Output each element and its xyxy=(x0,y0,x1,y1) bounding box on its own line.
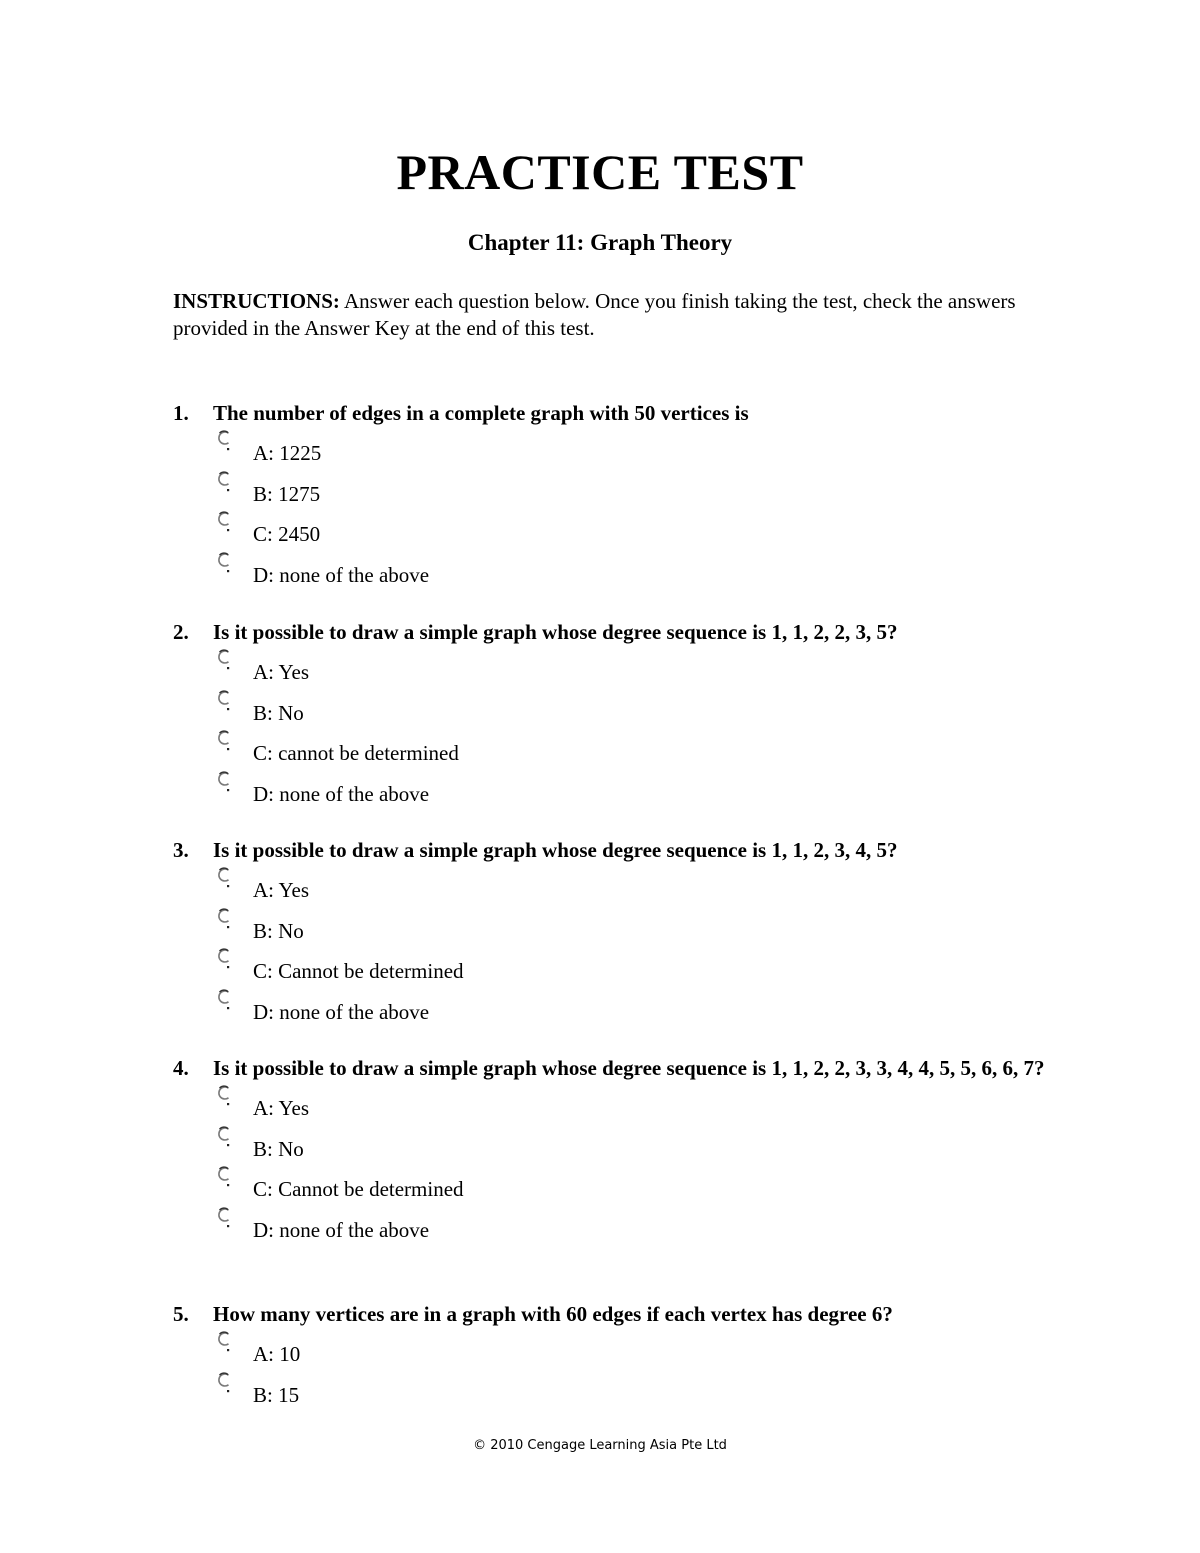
option-label: A: Yes xyxy=(253,1096,310,1120)
option-label: D: none of the above xyxy=(253,999,430,1024)
option-label: A: Yes xyxy=(253,660,310,684)
question-3 xyxy=(173,837,1053,1026)
instructions-lead: INSTRUCTIONS: xyxy=(173,289,340,313)
option-label: B: No xyxy=(253,700,304,725)
question-number: 1. xyxy=(173,401,189,425)
option-b[interactable] xyxy=(173,905,1053,946)
option-a[interactable] xyxy=(173,1082,1053,1123)
radio-button-icon[interactable] xyxy=(216,648,234,670)
option-d[interactable] xyxy=(173,986,1053,1027)
radio-button-icon[interactable] xyxy=(216,551,234,573)
radio-button-icon[interactable] xyxy=(216,429,234,451)
option-label: B: 1275 xyxy=(253,481,321,506)
radio-button-icon[interactable] xyxy=(216,947,234,969)
option-b[interactable] xyxy=(173,1369,1053,1410)
chapter-subtitle: Chapter 11: Graph Theory xyxy=(467,230,733,255)
option-label: C: 2450 xyxy=(253,522,321,546)
copyright-footer: © 2010 Cengage Learning Asia Pte Ltd xyxy=(473,1438,727,1453)
radio-button-icon[interactable] xyxy=(216,866,234,888)
radio-button-icon[interactable] xyxy=(216,1084,234,1106)
option-label: D: none of the above xyxy=(253,1217,430,1242)
radio-button-icon[interactable] xyxy=(216,1165,234,1187)
option-a[interactable] xyxy=(173,427,1053,468)
option-label: D: none of the above xyxy=(253,562,430,587)
option-d[interactable] xyxy=(173,549,1053,590)
option-a[interactable] xyxy=(173,646,1053,687)
question-text: Is it possible to draw a simple graph whose degree sequence is 1, 1, 2, 3, 4, 5? xyxy=(213,838,898,862)
option-b[interactable] xyxy=(173,687,1053,728)
instructions-text: Answer each question below. Once you finish taking the test, check the answers provided in the Answer Key at the end of this test. xyxy=(173,289,1016,340)
option-label: B: No xyxy=(253,918,304,943)
radio-button-icon[interactable] xyxy=(216,1125,234,1147)
radio-button-icon[interactable] xyxy=(216,770,234,792)
option-label: A: Yes xyxy=(253,878,310,902)
question-text: How many vertices are in a graph with 60 edges if each vertex has degree 6? xyxy=(213,1302,893,1326)
option-label: C: cannot be determined xyxy=(253,741,459,765)
option-label: D: none of the above xyxy=(253,781,430,806)
option-c[interactable] xyxy=(173,1163,1053,1204)
option-b[interactable] xyxy=(173,1123,1053,1164)
question-number: 2. xyxy=(173,620,189,644)
option-label: C: Cannot be determined xyxy=(253,959,464,983)
option-c[interactable] xyxy=(173,508,1053,549)
question-1 xyxy=(173,400,1053,589)
question-5 xyxy=(173,1301,1053,1409)
radio-button-icon[interactable] xyxy=(216,907,234,929)
question-number: 4. xyxy=(173,1056,189,1080)
radio-button-icon[interactable] xyxy=(216,988,234,1010)
option-a[interactable] xyxy=(173,864,1053,905)
option-label: B: No xyxy=(253,1136,304,1161)
radio-button-icon[interactable] xyxy=(216,1206,234,1228)
question-text: Is it possible to draw a simple graph whose degree sequence is 1, 1, 2, 2, 3, 3, 4, 4, 5, 5, 6, 6, 7? xyxy=(213,1056,1045,1080)
question-4 xyxy=(173,1055,1053,1244)
radio-button-icon[interactable] xyxy=(216,510,234,532)
option-label: B: 15 xyxy=(253,1382,300,1407)
page-title: PRACTICE TEST xyxy=(396,144,804,200)
radio-button-icon[interactable] xyxy=(216,689,234,711)
radio-button-icon[interactable] xyxy=(216,1330,234,1352)
radio-button-icon[interactable] xyxy=(216,729,234,751)
option-b[interactable] xyxy=(173,468,1053,509)
question-number: 3. xyxy=(173,838,189,862)
option-d[interactable] xyxy=(173,768,1053,809)
radio-button-icon[interactable] xyxy=(216,470,234,492)
question-text: Is it possible to draw a simple graph whose degree sequence is 1, 1, 2, 2, 3, 5? xyxy=(213,620,898,644)
option-c[interactable] xyxy=(173,945,1053,986)
question-number: 5. xyxy=(173,1302,189,1326)
option-label: A: 1225 xyxy=(253,441,322,465)
question-2 xyxy=(173,619,1053,808)
option-label: A: 10 xyxy=(253,1342,301,1366)
radio-button-icon[interactable] xyxy=(216,1371,234,1393)
instructions xyxy=(173,288,1033,342)
option-label: C: Cannot be determined xyxy=(253,1177,464,1201)
option-a[interactable] xyxy=(173,1328,1053,1369)
option-d[interactable] xyxy=(173,1204,1053,1245)
question-text: The number of edges in a complete graph with 50 vertices is xyxy=(213,401,749,425)
option-c[interactable] xyxy=(173,727,1053,768)
